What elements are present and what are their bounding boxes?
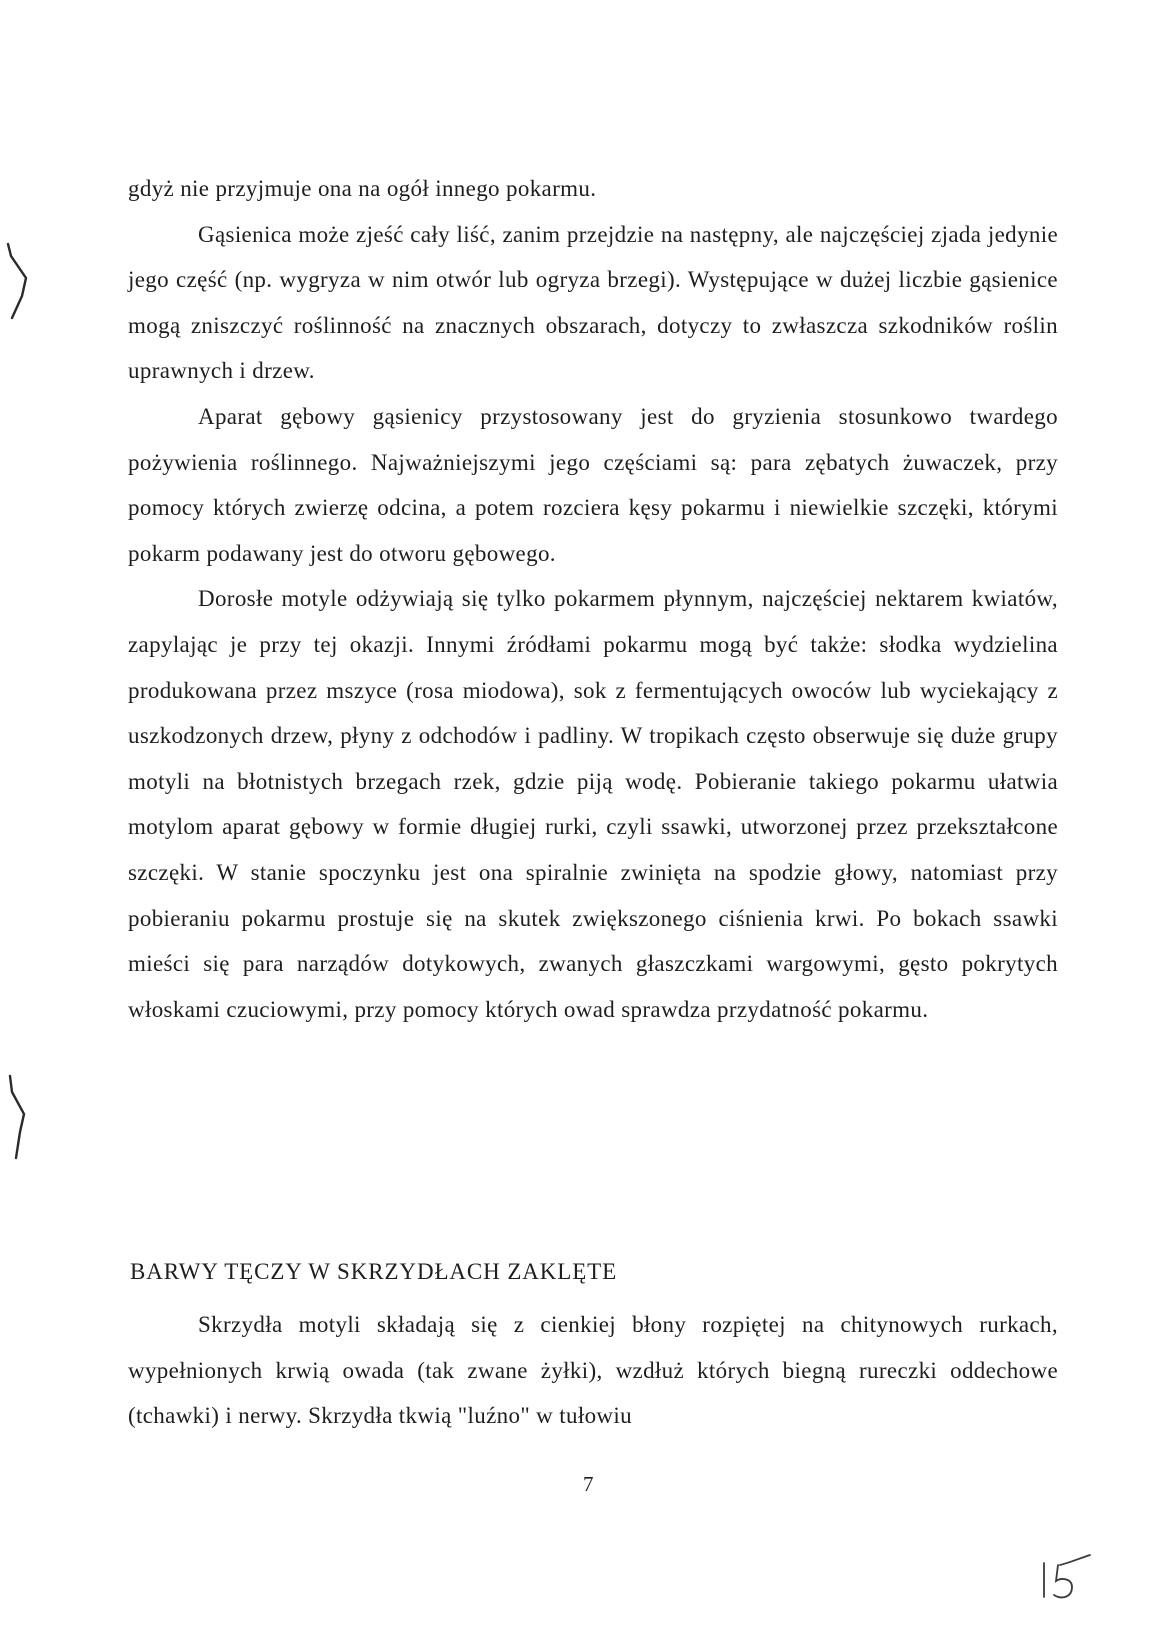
paragraph: Aparat gębowy gąsienicy przystosowany jest do gryzienia stosunkowo twardego pożywienia roślinnego. Najważniejszymi jego częściami są: para zębatych żuwaczek, przy pomocy których zwierzę odcina, a potem rozciera kęsy pokarmu i niewielkie szczęki, którymi pokarm podawany jest do otworu gębowego. [128,403,1058,566]
margin-bracket-mark [4,238,34,323]
body-text-upper [128,166,1058,1032]
paragraph-continuation: gdyż nie przyjmuje ona na ogół innego pokarmu. [128,176,597,201]
margin-bracket-mark [4,1072,34,1162]
paragraph: Skrzydła motyli składają się z cienkiej błony rozpiętej na chitynowych rurkach, wypełnionych krwią owada (tak zwane żyłki), wzdłuż których biegną rureczki oddechowe (tchawki) i nerwy. Skrzydła tkwią "luźno" w tułowiu [128,1312,1058,1429]
section-heading: BARWY TĘCZY W SKRZYDŁACH ZAKLĘTE [130,1259,618,1284]
page-number: 7 [583,1472,594,1496]
paragraph: Dorosłe motyle odżywiają się tylko pokarmem płynnym, najczęściej nektarem kwiatów, zapylając je przy tej okazji. Innymi źródłami pokarmu mogą być także: słodka wydzielina produkowana przez mszyce (rosa miodowa), sok z fermentujących owoców lub wyciekający z uszkodzonych drzew, płyny z odchodów i padliny. W tropikach często obserwuje się duże grupy motyli na błotnistych brzegach rzek, gdzie piją wodę. Pobieranie takiego pokarmu ułatwia motylom aparat gębowy w formie długiej rurki, czyli ssawki, utworzonej przez przekształcone szczęki. W stanie spoczynku jest ona spiralnie zwinięta na spodzie głowy, natomiast przy pobieraniu pokarmu prostuje się na skutek zwiększonego ciśnienia krwi. Po bokach ssawki mieści się para narządów dotykowych, zwanych głaszczkami wargowymi, gęsto pokrytych włoskami czuciowymi, przy pomocy których owad sprawdza przydatność pokarmu. [128,586,1058,1022]
paragraph: Gąsienica może zjeść cały liść, zanim przejdzie na następny, ale najczęściej zjada jedynie jego część (np. wygryza w nim otwór lub ogryza brzegi). Występujące w dużej liczbie gąsienice mogą zniszczyć roślinność na znacznych obszarach, dotyczy to zwłaszcza szkodników roślin uprawnych i drzew. [128,221,1058,384]
body-text-lower [128,1302,1058,1439]
handwritten-page-number [1036,1553,1096,1603]
